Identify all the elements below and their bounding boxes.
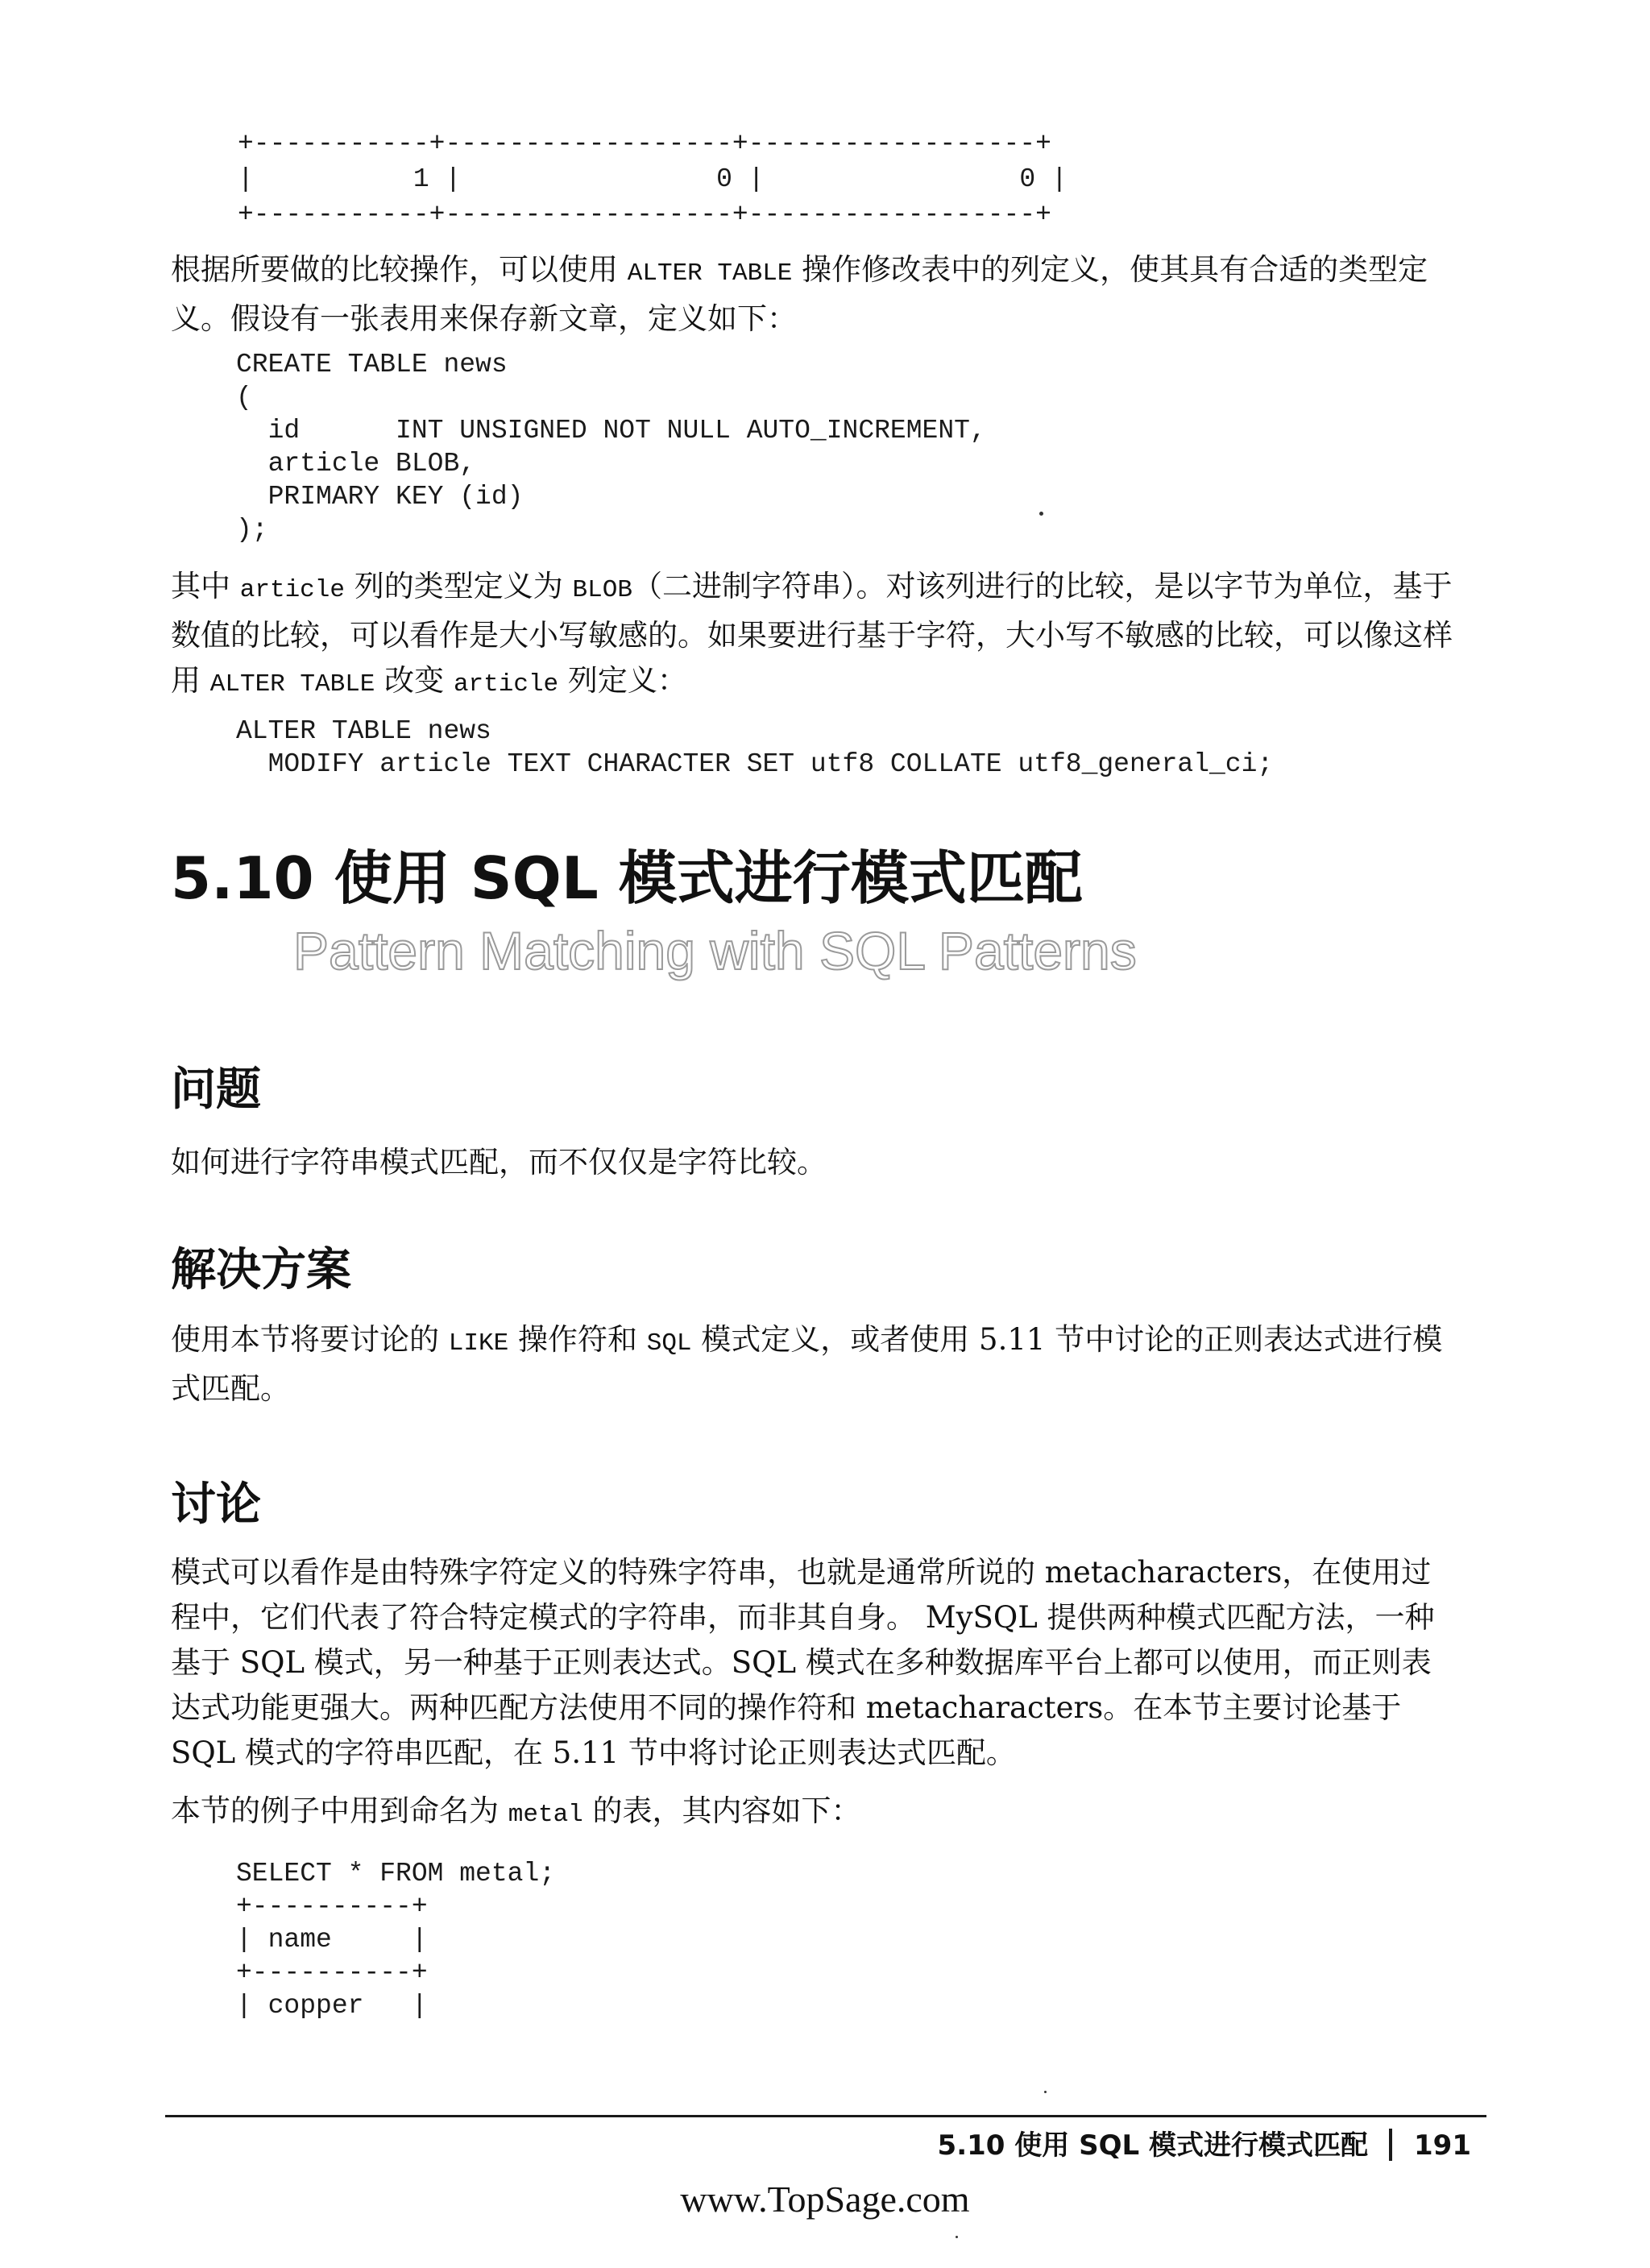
scan-speck	[1039, 512, 1043, 516]
scan-speck	[1044, 2091, 1047, 2093]
para-text: 根据所要做的比较操作，可以使用	[171, 252, 628, 287]
code-alter-table: ALTER TABLE news MODIFY article TEXT CHARACTER SET utf8 COLLATE utf8_general_ci;	[236, 716, 1274, 779]
heading-problem: 问题	[171, 1064, 261, 1116]
footer-section-title: 5.10 使用 SQL 模式进行模式匹配	[937, 2129, 1368, 2162]
para-text: 使用本节将要讨论的	[171, 1322, 449, 1357]
inline-code: LIKE	[448, 1329, 509, 1358]
heading-discussion: 讨论	[171, 1478, 261, 1531]
inline-code: ALTER TABLE	[627, 259, 793, 288]
para-text: 模式定义，或者使用 5.11 节中讨论的正则表达式进行模式匹配。	[171, 1322, 1443, 1406]
para-text: 其中	[171, 569, 240, 603]
para-text: 列定义：	[558, 663, 687, 698]
section-title: 5.10 使用 SQL 模式进行模式匹配	[171, 844, 1083, 912]
para-text: 改变	[375, 663, 454, 698]
inline-code: article	[239, 576, 345, 604]
paragraph-blob-explanation	[171, 564, 1460, 707]
para-text: （二进制字符串）。对该列进行的比较，是以字节为单位，基于数值的比较，可以看作是大小写敏感的。如果要进行基于字符，大小写不敏感的比较，可以像这样用	[171, 569, 1453, 698]
code-create-table: CREATE TABLE news ( id INT UNSIGNED NOT NULL AUTO_INCREMENT, article BLOB, PRIMARY KEY (id) );	[236, 350, 986, 545]
inline-code: metal	[508, 1801, 583, 1829]
footer-separator	[1389, 2129, 1392, 2161]
paragraph-alter-intro	[171, 247, 1460, 342]
heading-solution: 解决方案	[171, 1244, 351, 1296]
inline-code: article	[453, 670, 559, 699]
result-table-row: | 1 | 0 | 0 |	[238, 164, 1068, 194]
para-text: 列的类型定义为	[345, 569, 573, 603]
para-text: 本节的例子中用到命名为	[171, 1793, 508, 1828]
para-text: 操作符和	[508, 1322, 647, 1357]
paragraph-solution	[171, 1317, 1460, 1412]
result-table-bottom-border: +-----------+------------------+------------------+	[238, 200, 1051, 230]
page-number: 191	[1414, 2129, 1471, 2162]
watermark-url: www.TopSage.com	[680, 2179, 970, 2220]
code-select-metal: SELECT * FROM metal; +----------+ | name | +----------+ | copper |	[236, 1859, 556, 2021]
inline-code: BLOB	[572, 576, 632, 604]
paragraph-metal-intro	[171, 1789, 1460, 1838]
para-text: 操作修改表中的列定义，使其具有合适的类型定义。假设有一张表用来保存新文章，定义如下：	[171, 252, 1428, 336]
result-table-top-border: +-----------+------------------+------------------+	[238, 129, 1051, 159]
para-text: 的表，其内容如下：	[582, 1793, 861, 1828]
inline-code: SQL	[646, 1329, 692, 1358]
paragraph-problem: 如何进行字符串模式匹配，而不仅仅是字符比较。	[171, 1145, 827, 1180]
section-subtitle: Pattern Matching with SQL Patterns	[293, 921, 1137, 981]
inline-code: ALTER TABLE	[209, 670, 375, 699]
scan-speck	[956, 2236, 958, 2238]
footer-rule	[165, 2115, 1486, 2117]
paragraph-discussion: 模式可以看作是由特殊字符定义的特殊字符串，也就是通常所说的 metacharacters，在使用过程中，它们代表了符合特定模式的字符串，而非其自身。 MySQL 提供两种模式匹配方法，一种基于 SQL 模式，另一种基于正则表达式。SQL 模式在多种数据库平台上都可以使用，而正则表达式功能更强大。两种匹配方法使用不同的操作符和 metacharacters。在本节主要讨论基于 SQL 模式的字符串匹配，在 5.11 节中将讨论正则表达式匹配。	[171, 1555, 1435, 1770]
